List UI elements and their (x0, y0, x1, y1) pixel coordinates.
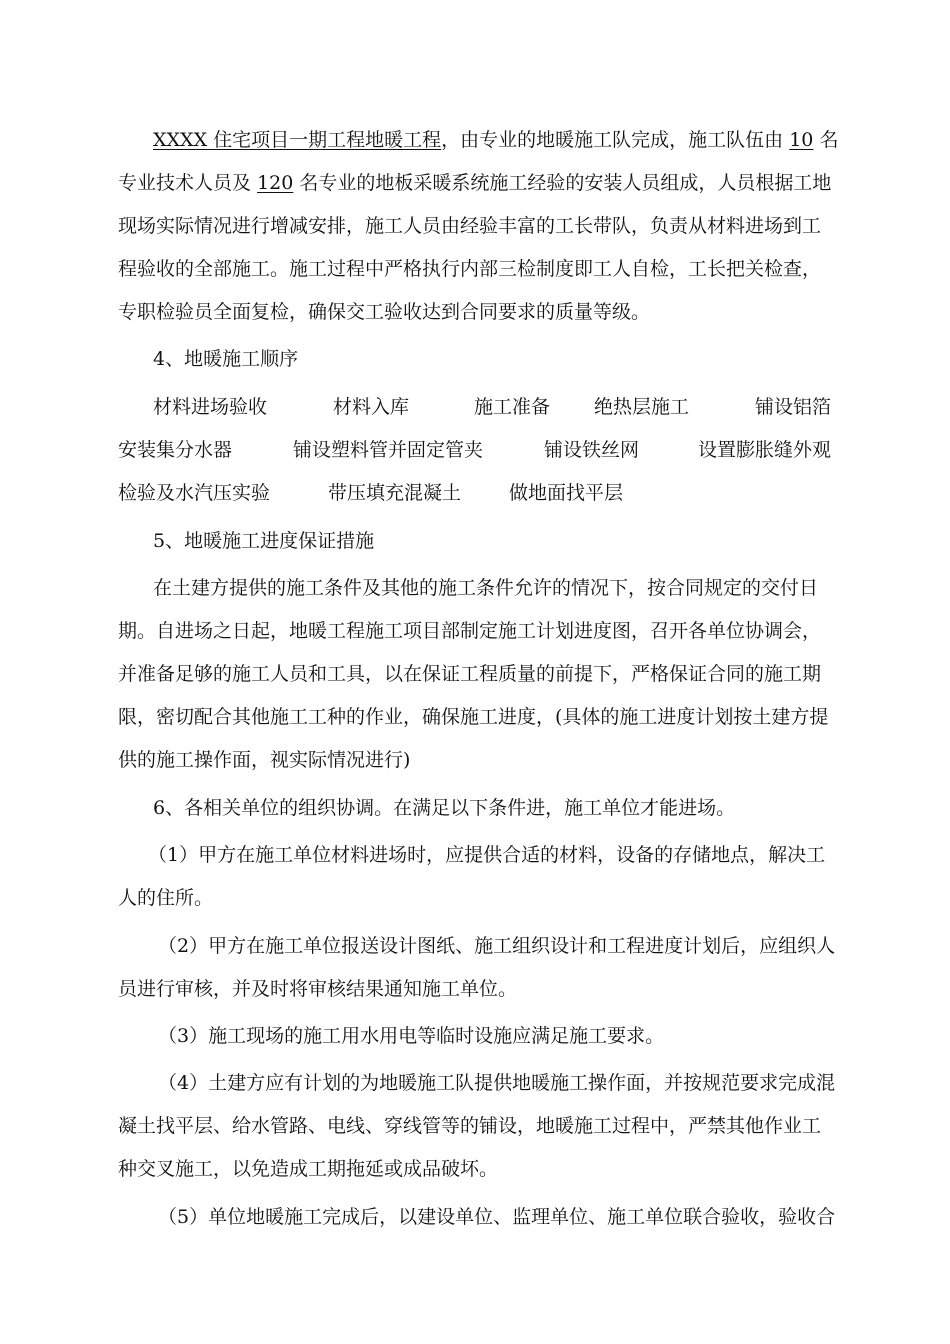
item2-line: 员进行审核，并及时将审核结果通知施工单位。 (118, 978, 518, 1000)
section4-heading: 4、地暖施工顺序 (153, 348, 299, 370)
section5-heading: 5、地暖施工进度保证措施 (153, 530, 375, 552)
flow-step: 带压填充混凝土 (328, 482, 462, 504)
item5-line: （5）单位地暖施工完成后，以建设单位、监理单位、施工单位联合验收，验收合 (158, 1206, 836, 1228)
flow-step: 设置膨胀缝外观 (698, 439, 832, 461)
para1-text: ，由专业的地暖施工队完成，施工队伍由 (441, 129, 784, 151)
section5-line: 期。自进场之日起，地暖工程施工项目部制定施工计划进度图，召开各单位协调会， (118, 620, 822, 642)
para1-line1 (153, 126, 839, 154)
section5-line: 在土建方提供的施工条件及其他的施工条件允许的情况下，按合同规定的交付日 (153, 577, 819, 599)
flow-step: 绝热层施工 (594, 396, 690, 418)
item1-line: 人的住所。 (118, 887, 214, 909)
para1-line4: 程验收的全部施工。施工过程中严格执行内部三检制度即工人自检，工长把关检查， (118, 258, 822, 280)
flow-step: 材料进场验收 (153, 396, 268, 418)
para1-line2 (118, 169, 836, 197)
project-name: XXXX 住宅项目一期工程地暖工程 (153, 129, 442, 151)
item4-line: 种交叉施工，以免造成工期拖延或成品破坏。 (118, 1158, 499, 1180)
flow-step: 铺设铁丝网 (544, 439, 640, 461)
item4-line: （4）土建方应有计划的为地暖施工队提供地暖施工操作面，并按规范要求完成混 (158, 1072, 836, 1094)
item3-line: （3）施工现场的施工用水用电等临时设施应满足施工要求。 (158, 1025, 665, 1047)
item4-line: 凝土找平层、给水管路、电线、穿线管等的铺设，地暖施工过程中，严禁其他作业工 (118, 1115, 822, 1137)
para1-line5: 专职检验员全面复检，确保交工验收达到合同要求的质量等级。 (118, 301, 651, 323)
section5-line: 限，密切配合其他施工工种的作业，确保施工进度，(具体的施工进度计划按土建方提 (118, 706, 829, 728)
flow-step: 铺设塑料管并固定管夹 (293, 439, 484, 461)
flow-step: 检验及水汽压实验 (118, 482, 271, 504)
installer-count: 120 (257, 172, 294, 194)
item1-line: （1）甲方在施工单位材料进场时，应提供合适的材料，设备的存储地点，解决工 (148, 844, 826, 866)
para1-text: 名专业的地板采暖系统施工经验的安装人员组成，人员根据工地 (299, 172, 832, 194)
section5-line: 供的施工操作面，视实际情况进行) (118, 749, 411, 771)
flow-step: 安装集分水器 (118, 439, 233, 461)
item2-line: （2）甲方在施工单位报送设计图纸、施工组织设计和工程进度计划后，应组织人 (158, 935, 836, 957)
para1-line3: 现场实际情况进行增减安排，施工人员由经验丰富的工长带队，负责从材料进场到工 (118, 215, 822, 237)
technician-count: 10 (789, 129, 814, 151)
flow-step: 施工准备 (474, 396, 551, 418)
para1-text: 专业技术人员及 (118, 172, 252, 194)
section5-line: 并准备足够的施工人员和工具，以在保证工程质量的前提下，严格保证合同的施工期 (118, 663, 822, 685)
flow-step: 材料入库 (333, 396, 410, 418)
flow-step: 做地面找平层 (509, 482, 624, 504)
flow-step: 铺设铝箔 (755, 396, 832, 418)
para1-text: 名 (819, 129, 839, 151)
section6-heading: 6、各相关单位的组织协调。在满足以下条件进，施工单位才能进场。 (153, 797, 736, 819)
